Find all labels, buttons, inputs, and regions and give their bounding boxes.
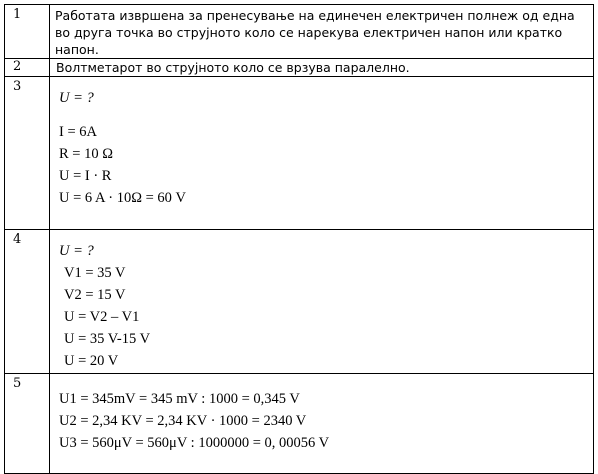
equation-line: U2 = 2,34 KV = 2,34 KV · 1000 = 2340 V xyxy=(59,413,307,429)
row-number: 2 xyxy=(5,59,50,77)
table-row xyxy=(5,5,594,59)
table-row xyxy=(5,59,594,77)
equation-line: I = 6A xyxy=(59,124,97,140)
equation-line: U = I · R xyxy=(59,168,112,184)
row-number: 4 xyxy=(5,230,50,374)
equation-line: U3 = 560μV = 560μV : 1000000 = 0, 00056 V xyxy=(59,435,330,451)
answers-table xyxy=(4,4,594,474)
answer-text: Волтметарот во струјното коло се врзува паралелно. xyxy=(56,60,410,75)
equation-line: V1 = 35 V xyxy=(64,265,126,281)
row-number: 5 xyxy=(5,374,50,474)
equation-line: V2 = 15 V xyxy=(64,287,126,303)
equation-line: U = 20 V xyxy=(64,353,119,369)
equation-line: U = ? xyxy=(59,90,94,106)
table-row xyxy=(5,230,594,374)
equation-line: U = 35 V-15 V xyxy=(64,331,151,347)
equation-line: U = 6 A · 10Ω = 60 V xyxy=(59,190,187,206)
answer-text: Работата извршена за пренесување на единечен електричен полнеж од една во друга точка во струјното коло се нарекува електричен напон или кратко напон. xyxy=(55,8,575,57)
table-row xyxy=(5,374,594,474)
equation-line: U1 = 345mV = 345 mV : 1000 = 0,345 V xyxy=(59,391,300,407)
row-number: 3 xyxy=(5,77,50,230)
table-row xyxy=(5,77,594,230)
equation-line: U = V2 – V1 xyxy=(64,309,140,325)
row-number: 1 xyxy=(5,5,50,59)
equation-line: R = 10 Ω xyxy=(59,146,113,162)
equation-line: U = ? xyxy=(59,243,94,259)
